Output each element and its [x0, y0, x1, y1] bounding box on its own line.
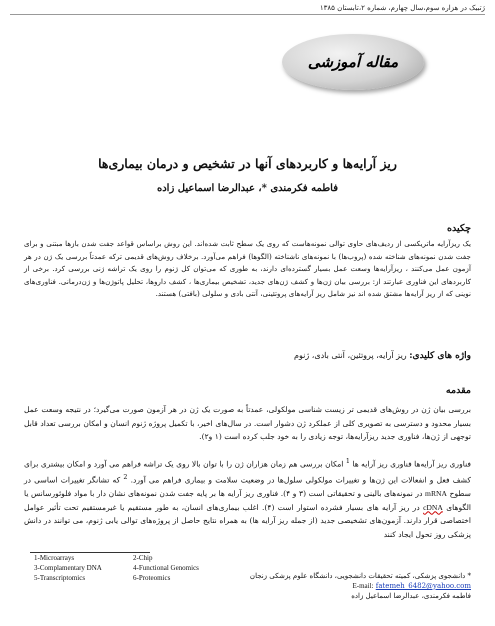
author-affiliation	[221, 571, 471, 601]
footnote-3: 3-Complamentary DNA	[34, 564, 102, 572]
cdna-term: cDNA	[423, 502, 443, 512]
affiliation-authors: فاطمه فکرمندی، عبدالرضا اسماعیل زاده	[351, 592, 471, 600]
article-authors: فاطمه فکرمندی *، عبدالرضا اسماعیل زاده	[156, 183, 339, 194]
footnote-5: 5-Transcriptomics	[34, 574, 86, 582]
article-type-label: مقاله آموزشی	[307, 53, 399, 71]
p2-c: که تشانگر تغییرات اساسی در سطوح	[24, 475, 471, 499]
email-link[interactable]: fatemeh_6482@yahoo.com	[375, 582, 471, 590]
p2-d: در نمونه‌های بالینی و تحقیقاتی است (۳ و ۴). فناوری ریز آرایه ها بر پایه جفت شدن نمونه‌های نشان دار با مواد فلوئورسانس یا الگوهای	[24, 489, 472, 512]
abstract-heading: چکیده	[447, 223, 471, 234]
p2-sup1: 1	[345, 458, 350, 465]
journal-header: رَتبیک در هزاره سوم،سال چهارم، شماره ۲،تابستان ۱۳۸۵	[10, 4, 485, 15]
intro-paragraph-2	[24, 455, 471, 541]
mrna-term: mRNA	[425, 489, 447, 499]
footnote-1: 1-Microarrays	[34, 554, 75, 562]
affiliation-line: * دانشجوی پزشکی، کمیته تحقیقات دانشجویی، دانشگاه علوم پزشکی زنجان	[249, 572, 471, 580]
intro-heading: مقدمه	[445, 385, 471, 396]
footnote-6: 6-Proteomics	[133, 574, 171, 582]
footnotes-list	[34, 554, 224, 583]
abstract-text: یک ریزآرایه ماتریکسی از ردیف‌های حاوی توالی نمونه‌هاست که روی یک سطح ثابت شده‌اند. این روش براساس قواعد جفت شدن بازها مبتنی و برای جفت شدن نمونه‌های شناخته شده (پروب‌ها) با نمونه‌های ناشناخته (الگوها) فراهم می‌آورد. برخلاف روش‌های قدیمی ترکه عمدتاً بررسی یک ژن در هر آزمون عمل می‌کنند ، ریزآرایه‌ها وسعت عمل بسیار گسترده‌ای دارند، به طوری که می‌توان کل ژنوم را روی یک تراشه ژنی بررسی کرد. برخی از کاربردهای این فناوری عبارتند از: بررسی بیان ژن‌ها و کشف ژن‌های جدید، تشخیص بیماری‌ها ، کشف داروها، تحلیل پاتوژن‌ها و ژن‌درمانی. فناوری‌های نوینی که از ریز آرایه‌ها مشتق شده اند نیز شامل ریز آرایه‌های پروتئینی، آنتی بادی و سلولی (بافتی) هستند.	[24, 239, 471, 299]
intro-paragraph-1: بررسی بیان ژن در روش‌های قدیمی تر زیست شناسی مولکولی، عمدتاً به صورت یک ژن در هر آزمون صورت می‌گیرد؛ در نتیجه وسعت عمل بسیار محدود و دسترسی به تصویری کلی از عملکرد ژن دشوار است. در سال‌های اخیر، با تکمیل پروژه ژنوم انسان و امکان بررسی تعداد قابل توجهی از ژن‌ها، فناوری جدید ریزآرایه‌ها، توجه زیادی را به خود جلب کرده است (۱ و۲).	[24, 405, 471, 441]
keywords-text: ریز آرایه، پروتئین، آنتی بادی، ژنوم	[294, 351, 407, 360]
footnote-4: 4-Functional Genomics	[133, 564, 199, 572]
p2-b: امکان بررسی هم زمان هزاران ژن را با توان بالا روی یک تراشه فراهم می آورد و امکان بیشتری برای کشف فعل و انفعالات این ژن‌ها و تغییرات مولکولی سلول‌ها در وضعیت سلامت و بیماری فراهم می آورد.	[24, 459, 471, 485]
keywords	[294, 351, 471, 361]
article-title: ریز آرایه‌ها و کاربردهای آنها در تشخیص و درمان بیماری‌ها	[98, 156, 397, 171]
p2-sup2: 2	[123, 474, 128, 482]
p2-a: فناوری ریز آرایه‌ها فناوری ریز آرایه ها	[352, 459, 471, 469]
email-label: E-mail:	[352, 582, 374, 590]
article-type-badge	[282, 34, 424, 90]
footnote-rule	[30, 552, 150, 553]
p2-e: در ریز آرایه های بسیار فشرده استوار است (۴). اغلب بیماری‌های انسان، به طور مستقیم یا غیرمستقیم تحت تأثیر عوامل اختصاصی قرار دارند. آزمون‌های تشخیصی جدید (از جمله ریز آرایه ها) به همراه نتایج حاصل از پروژه‌های توالی یابی ژنوم، می توانند در دانش پزشکی روز تحول ایجاد کنند	[24, 502, 471, 539]
footnote-2: 2-Chip	[133, 554, 153, 562]
email-line	[221, 581, 471, 591]
keywords-label: واژه های کلیدی:	[409, 351, 471, 361]
